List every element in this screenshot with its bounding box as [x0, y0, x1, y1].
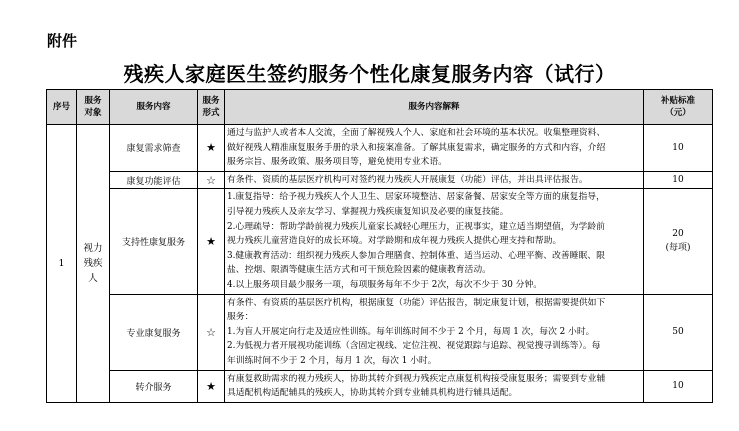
desc-line: 具适配机构适配辅具的残疾人，协助其转介到专业辅具机构进行辅具适配。	[227, 388, 518, 399]
header-form-line2: 形式	[202, 108, 220, 118]
subsidy-value: 10	[672, 381, 684, 392]
header-item: 服务内容	[110, 90, 198, 125]
header-seq: 序号	[47, 90, 77, 125]
subsidy-value: 20	[672, 229, 684, 240]
service-item-cell: 专业康复服务	[110, 294, 198, 370]
document-title: 残疾人家庭医生签约服务个性化康复服务内容（试行）	[123, 62, 616, 86]
service-desc-cell	[225, 189, 644, 294]
service-desc-cell	[225, 294, 644, 370]
subsidy-value: 10	[672, 175, 684, 186]
target-cell	[77, 125, 110, 403]
service-form-cell: ★	[198, 189, 225, 294]
target-line1: 视力	[83, 242, 103, 254]
desc-line: 有康复救助需求的视力残疾人，协助其转介到视力残疾定点康复机构接受康复服务；需要到专业辅	[227, 373, 606, 384]
subsidy-cell	[644, 189, 713, 294]
desc-line: 盐、控烟、限酒等健康生活方式和可干预危险因素的健康教育活动。	[227, 265, 491, 276]
target-line2: 残疾人	[83, 257, 103, 284]
service-desc-cell	[225, 370, 644, 402]
header-target	[77, 90, 110, 125]
subsidy-cell	[644, 294, 713, 370]
desc-line: 做好视残人精准康复服务手册的录入和接案准备。了解其康复需求，确定服务的方式和内容，介绍	[227, 142, 606, 153]
desc-line: 4.以上服务项目最少服务一项，每项服务每年不少于 2次，每次不少于 30 分钟。	[227, 279, 543, 290]
subsidy-cell	[644, 370, 713, 402]
subsidy-value: 50	[672, 327, 684, 338]
desc-line: 有条件、有资质的基层医疗机构，根据康复（功能）评估报告，制定康复计划，根据需要提供如下	[227, 297, 606, 308]
desc-line: 年训练时间不少于 2 个月，每月 1 次，每次 1 小时。	[227, 355, 437, 366]
table-row	[47, 370, 713, 402]
desc-line: 1.为盲人开展定向行走及适应性训练。每年训练时间不少于 2 个月，每周 1 次，每次 2 小时。	[227, 326, 595, 337]
header-standard	[644, 90, 713, 125]
table-header-row	[47, 90, 713, 125]
service-form-cell: ★	[198, 125, 225, 172]
table-row	[47, 189, 713, 294]
header-target-line2: 对象	[84, 108, 102, 118]
service-form-cell: ★	[198, 370, 225, 402]
service-form-cell: ☆	[198, 294, 225, 370]
service-table	[46, 89, 713, 403]
service-item-cell: 转介服务	[110, 370, 198, 402]
header-form-line1: 服务	[202, 96, 220, 106]
service-item-cell: 康复功能评估	[110, 171, 198, 189]
attachment-label: 附件	[47, 32, 78, 50]
subsidy-cell	[644, 125, 713, 172]
desc-line: 3.健康教育活动：组织视力残疾人参加合理膳食、控制体重、适当运动、心理平衡、改善睡眠、限	[227, 250, 605, 261]
desc-line: 2.为低视力者开展视功能训练（含固定视线、定位注视、视觉跟踪与追踪、视觉搜寻训练等）。每	[227, 341, 601, 352]
header-target-line1: 服务	[84, 96, 102, 106]
header-desc: 服务内容解释	[225, 90, 644, 125]
header-standard-line1: 补贴标准	[660, 96, 695, 106]
service-desc-cell	[225, 171, 644, 189]
desc-line: 有条件、资质的基层医疗机构可对签约视力残疾人开展康复（功能）评估，并出具评估报告。	[227, 174, 588, 185]
subsidy-note: (每项)	[665, 243, 691, 254]
desc-line: 引导视力残疾人及亲友学习、掌握视力残疾康复知识及必要的康复技能。	[227, 206, 509, 217]
service-item-cell: 支持性康复服务	[110, 189, 198, 294]
desc-line: 通过与监护人或者本人交流，全面了解视残人个人、家庭和社会环境的基本状况。收集整理资料、	[227, 128, 606, 138]
desc-line: 服务宗旨、服务政策、服务项目等，避免使用专业术语。	[227, 157, 447, 168]
header-form	[198, 90, 225, 125]
subsidy-cell	[644, 171, 713, 189]
service-item-cell: 康复需求筛查	[110, 125, 198, 172]
table-row	[47, 294, 713, 370]
seq-cell: 1	[47, 125, 77, 403]
header-standard-line2: （元）	[665, 108, 691, 118]
table-row	[47, 125, 713, 172]
desc-line: 2.心理疏导：帮助学龄前视力残疾儿童家长减轻心理压力，正视事实，建立适当期望值，为学龄前	[227, 221, 605, 232]
table-row	[47, 171, 713, 189]
desc-line: 服务：	[227, 312, 254, 323]
desc-line: 1.康复指导：给予视力残疾人个人卫生、居家环境整洁、居家备餐、居家安全等方面的康复指导，	[227, 192, 605, 203]
subsidy-value: 10	[672, 142, 684, 153]
service-form-cell: ☆	[198, 171, 225, 189]
desc-line: 视力残疾儿童营造良好的成长环境。对学龄期和成年视力残疾人提供心理支持和帮助。	[227, 236, 562, 247]
service-desc-cell	[225, 125, 644, 172]
